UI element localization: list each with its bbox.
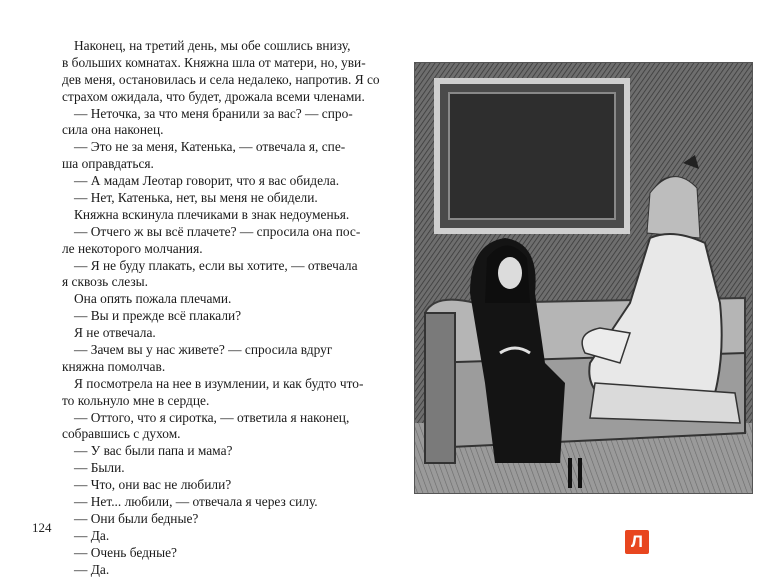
text-line: Я не отвечала. bbox=[74, 325, 156, 341]
text-line: — Нет, Катенька, нет, вы меня не обидели. bbox=[74, 190, 318, 206]
text-line: — Оттого, что я сиротка, — ответила я наконец, bbox=[74, 409, 350, 425]
text-line: — Нет... любили, — отвечала я через силу. bbox=[74, 494, 318, 510]
text-line: в больших комнатах. Княжна шла от матери, но, уви- bbox=[62, 54, 366, 70]
text-line: княжна помолчав. bbox=[62, 358, 166, 374]
text-line: — Это не за меня, Катенька, — отвечала я, спе- bbox=[74, 139, 346, 155]
publisher-logo-icon: Л bbox=[625, 530, 649, 554]
illustration-drawing bbox=[415, 63, 752, 493]
left-page-text bbox=[62, 38, 380, 579]
page-number: 124 bbox=[32, 520, 52, 535]
text-line: — Я не буду плакать, если вы хотите, — отвечала bbox=[74, 257, 358, 273]
text-line: — Они были бедные? bbox=[74, 510, 199, 526]
illustration bbox=[414, 62, 753, 494]
text-line: Я посмотрела на нее в изумлении, и как будто что- bbox=[74, 375, 364, 391]
text-line: собравшись с духом. bbox=[62, 426, 181, 442]
text-line: Наконец, на третий день, мы обе сошлись внизу, bbox=[74, 38, 351, 53]
text-line: — Зачем вы у нас живете? — спросила вдруг bbox=[74, 342, 333, 358]
text-line: — Очень бедные? bbox=[74, 544, 177, 560]
text-line: — А мадам Леотар говорит, что я вас обидела. bbox=[74, 173, 340, 189]
text-line: то кольнуло мне в сердце. bbox=[62, 392, 210, 408]
text-line: — Вы и прежде всё плакали? bbox=[74, 308, 242, 324]
text-line: Княжна вскинула плечиками в знак недоуменья. bbox=[74, 206, 350, 222]
text-line: ша оправдаться. bbox=[62, 156, 154, 172]
text-line: — Да. bbox=[74, 527, 110, 543]
text-line: сила она наконец. bbox=[62, 122, 164, 138]
text-line: страхом ожидала, что будет, дрожала всеми членами. bbox=[62, 88, 365, 104]
text-line: — Отчего ж вы всё плачете? — спросила она пос- bbox=[74, 223, 361, 239]
text-line: дев меня, остановилась и села недалеко, напротив. Я со bbox=[62, 71, 380, 87]
text-line: — Были. bbox=[74, 460, 125, 476]
text-line: ле некоторого молчания. bbox=[62, 240, 203, 256]
text-line: Она опять пожала плечами. bbox=[74, 291, 232, 307]
text-line: я сквозь слезы. bbox=[62, 274, 148, 290]
text-line: — Да. bbox=[74, 561, 110, 577]
text-line: — Что, они вас не любили? bbox=[74, 477, 232, 493]
text-line: — Неточка, за что меня бранили за вас? — спро- bbox=[74, 105, 353, 121]
text-line: — У вас были папа и мама? bbox=[74, 443, 233, 459]
